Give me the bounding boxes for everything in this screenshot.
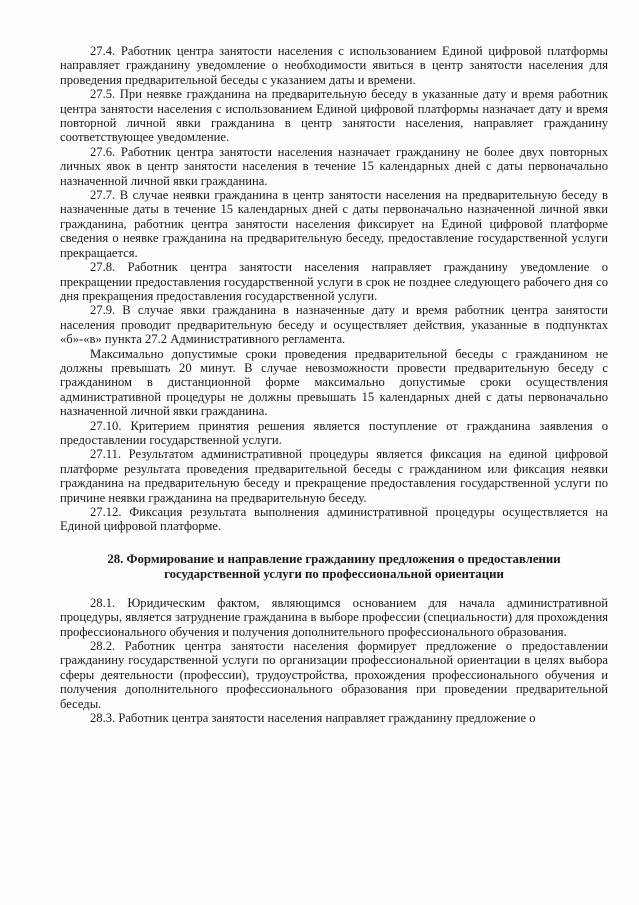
section-28-heading-line-2: государственной услуги по профессиональной ориентации [164, 566, 504, 581]
paragraph-27-11: 27.11. Результатом административной процедуры является фиксация на единой цифровой платформе результата проведения предварительной беседы с гражданином или фиксация неявки гражданина на предварительную беседу и прекращение предоставления государственной услуги по причине неявки гражданина на предварительную беседу. [60, 447, 608, 505]
paragraph-27-9-time-limits: Максимально допустимые сроки проведения предварительной беседы с гражданином не должны превышать 20 минут. В случае невозможности провести предварительную беседу с гражданином в дистанционной форме максимально допустимые сроки осуществления административной процедуры не должны превышать 15 календарных дней с даты первоначально назначенной личной явки гражданина. [60, 346, 608, 419]
paragraph-27-8: 27.8. Работник центра занятости населения направляет гражданину уведомление о прекращении предоставления государственной услуги в срок не позднее следующего рабочего дня со дня прекращения предоставления государственной услуги. [60, 260, 608, 303]
paragraph-27-10: 27.10. Критерием принятия решения является поступление от гражданина заявления о предоставлении государственной услуги. [60, 418, 608, 447]
paragraph-28-1: 28.1. Юридическим фактом, являющимся основанием для начала административной процедуры, является затруднение гражданина в выборе профессии (специальности) для прохождения профессионального обучения и получения дополнительного профессионального образования. [60, 595, 608, 639]
paragraph-28-3: 28.3. Работник центра занятости населения направляет гражданину предложение о [90, 711, 536, 726]
paragraph-27-6: 27.6. Работник центра занятости населения назначает гражданину не более двух повторных личных явок в центр занятости населения в течение 15 календарных дней с даты первоначально назначенной личной явки гражданина. [60, 144, 608, 188]
paragraph-27-12: 27.12. Фиксация результата выполнения административной процедуры осуществляется на Единой цифровой платформе. [60, 505, 608, 534]
document-body [60, 44, 608, 725]
section-28-heading-line-1: 28. Формирование и направление гражданину предложения о предоставлении [107, 551, 561, 566]
paragraph-27-9: 27.9. В случае явки гражданина в назначенные дату и время работник центра занятости населения проводит предварительную беседу и осуществляет действия, указанные в подпунктах «б»-«в» пункта 27.2 Административного регламента. [60, 303, 608, 347]
paragraph-27-5: 27.5. При неявке гражданина на предварительную беседу в указанные дату и время работник центра занятости населения с использованием Единой цифровой платформы назначает дату и время повторной личной явки гражданина в центр занятости населения, направляет гражданину соответствующее уведомление. [60, 87, 608, 145]
paragraph-27-7: 27.7. В случае неявки гражданина в центр занятости населения на предварительную беседу в назначенные даты в течение 15 календарных дней с даты первоначально назначенной личной явки гражданина, работник центра занятости населения фиксирует на Единой цифровой платформе сведения о неявке гражданина на предварительную беседу, предоставление государственной услуги прекращается. [60, 188, 608, 260]
paragraph-27-4: 27.4. Работник центра занятости населения с использованием Единой цифровой платформы направляет гражданину уведомление о необходимости явиться в центр занятости населения для проведения предварительной беседы с указанием даты и времени. [60, 44, 608, 87]
section-28-heading [60, 552, 608, 582]
paragraph-28-2: 28.2. Работник центра занятости населения формирует предложение о предоставлении гражданину государственной услуги по организации профессиональной ориентации в целях выбора сферы деятельности (профессии), трудоустройства, прохождения профессионального обучения и получения дополнительного профессионального образования при проведении предварительной беседы. [60, 639, 608, 711]
